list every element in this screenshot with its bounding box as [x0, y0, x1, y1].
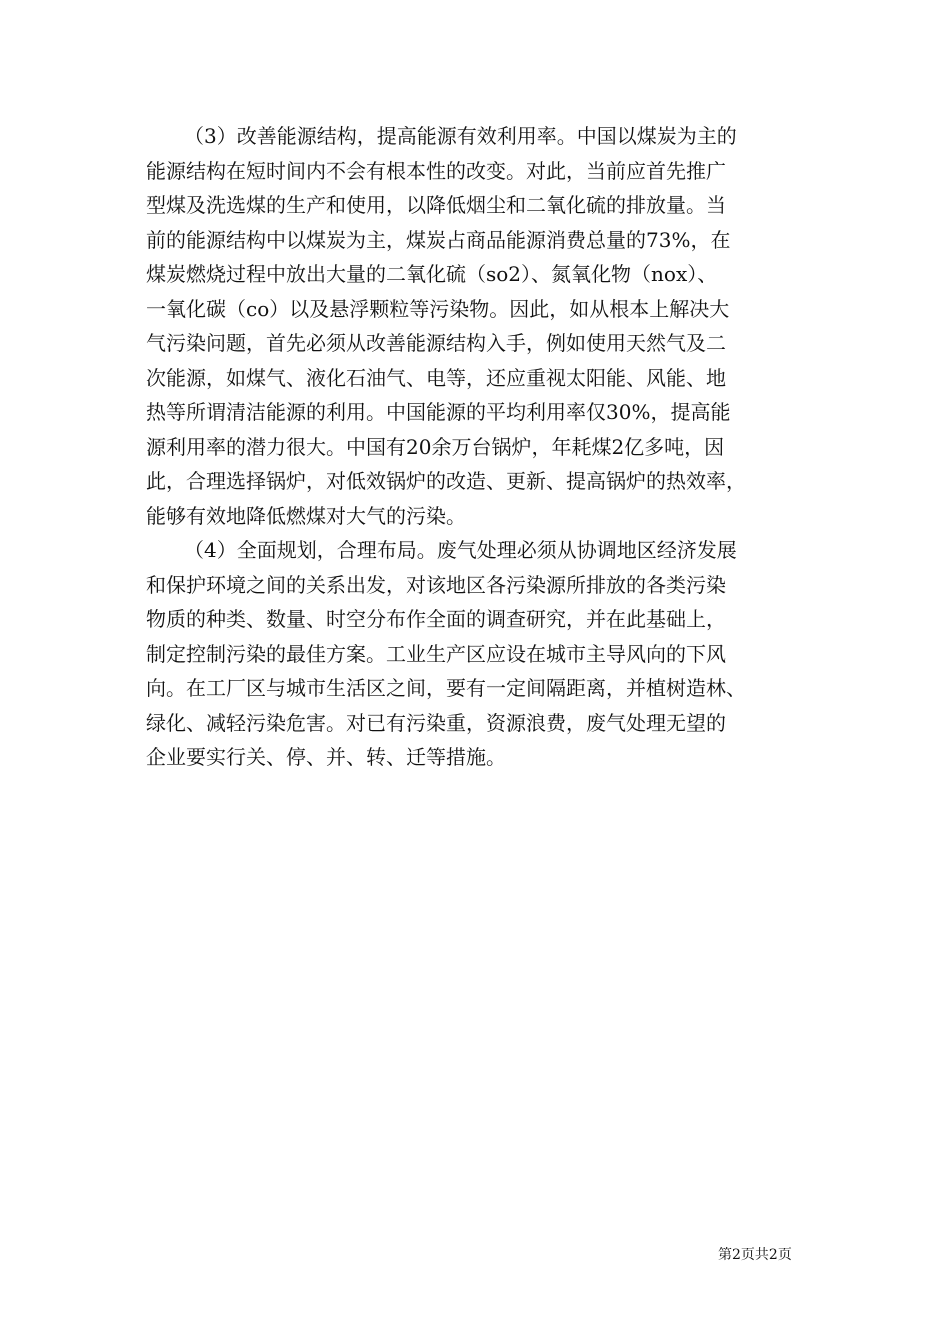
text-line: （3）改善能源结构，提高能源有效利用率。中国以煤炭为主的 [184, 124, 737, 148]
text-line: 制定控制污染的最佳方案。工业生产区应设在城市主导风向的下风 [146, 641, 726, 666]
paragraph-4-planning-layout [146, 533, 806, 775]
text-line: 煤炭燃烧过程中放出大量的二氧化硫（so2）、氮氧化物（nox）、 [146, 262, 718, 286]
text-line: 一氧化碳（co）以及悬浮颗粒等污染物。因此，如从根本上解决大 [146, 296, 730, 321]
text-line: 前的能源结构中以煤炭为主，煤炭占商品能源消费总量的73%，在 [146, 227, 731, 252]
text-line: 物质的种类、数量、时空分布作全面的调查研究，并在此基础上， [146, 607, 726, 631]
text-line: 企业要实行关、停、并、转、迁等措施。 [146, 745, 506, 769]
text-line: 次能源，如煤气、液化石油气、电等，还应重视太阳能、风能、地 [146, 365, 726, 390]
text-line: 向。在工厂区与城市生活区之间，要有一定间隔距离，并植树造林、 [146, 676, 746, 700]
body-text [146, 119, 806, 775]
text-line: 源利用率的潜力很大。中国有20余万台锅炉，年耗煤2亿多吨，因 [146, 434, 725, 459]
text-line: 能源结构在短时间内不会有根本性的改变。对此，当前应首先推广 [146, 158, 726, 183]
text-line: 绿化、减轻污染危害。对已有污染重，资源浪费，废气处理无望的 [146, 710, 726, 735]
text-line: 和保护环境之间的关系出发，对该地区各污染源所排放的各类污染 [146, 572, 726, 597]
text-line: 此，合理选择锅炉，对低效锅炉的改造、更新、提高锅炉的热效率， [146, 469, 746, 493]
text-line: 气污染问题，首先必须从改善能源结构入手，例如使用天然气及二 [146, 331, 726, 355]
paragraph-3-energy-structure [146, 119, 806, 533]
text-line: 能够有效地降低燃煤对大气的污染。 [146, 503, 466, 528]
text-line: 型煤及洗选煤的生产和使用，以降低烟尘和二氧化硫的排放量。当 [146, 193, 726, 217]
text-line: 热等所谓清洁能源的利用。中国能源的平均利用率仅30%，提高能 [146, 400, 731, 424]
text-line: （4）全面规划，合理布局。废气处理必须从协调地区经济发展 [184, 538, 737, 562]
page-number-footer: 第2页共2页 [718, 1247, 792, 1263]
